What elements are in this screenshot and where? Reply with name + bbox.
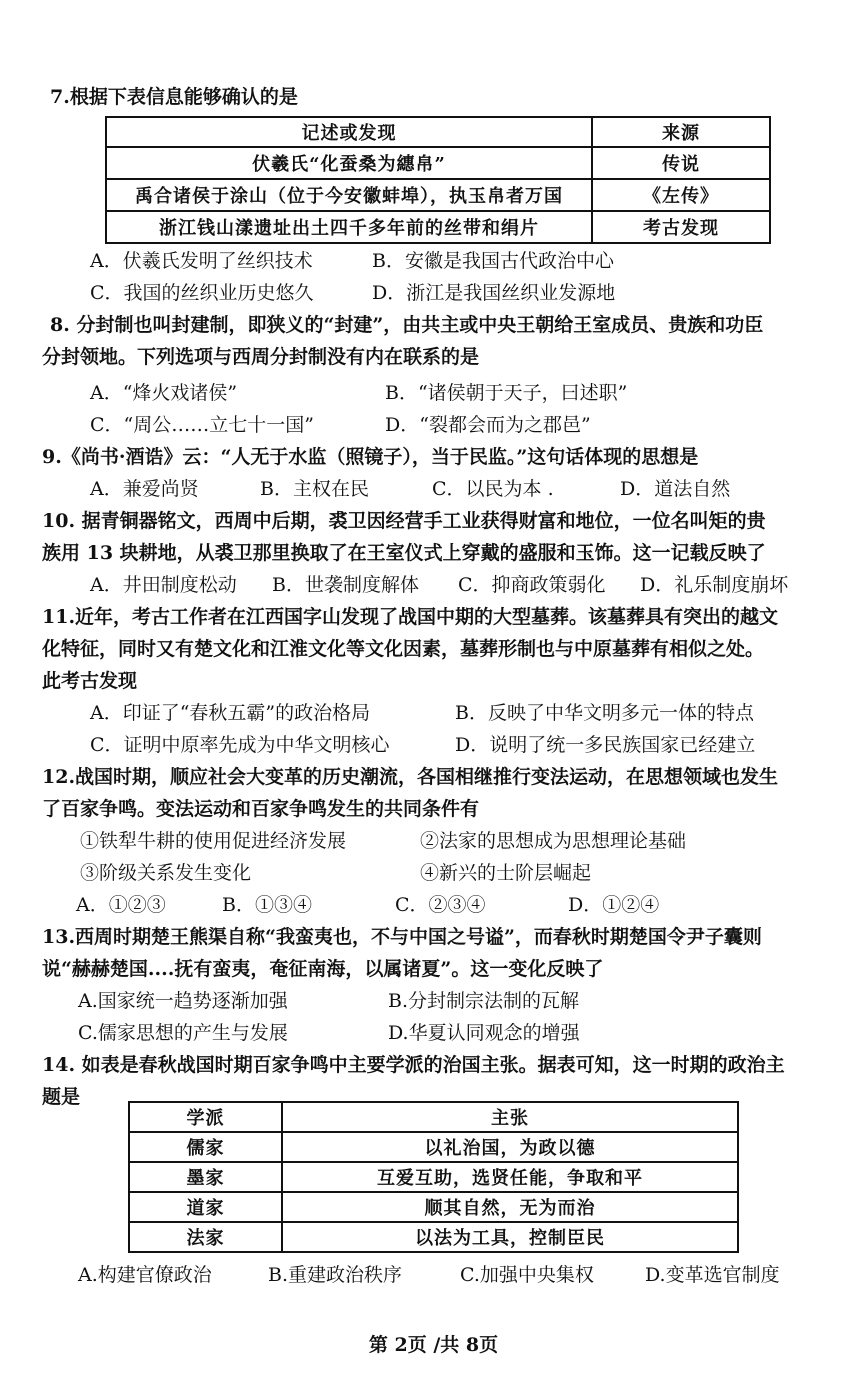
q12-stem-line2: 了百家争鸣。变法运动和百家争鸣发生的共同条件有: [42, 798, 480, 820]
q7-cell: 《左传》: [592, 179, 770, 211]
q7-stem: 7.根据下表信息能够确认的是: [50, 86, 298, 108]
q10-option-c: C．抑商政策弱化: [458, 574, 606, 596]
q14-cell-school: 儒家: [129, 1132, 282, 1162]
q7-header-record: 记述或发现: [106, 117, 592, 147]
q14-header-school: 学派: [129, 1102, 282, 1132]
q7-cell: 传说: [592, 147, 770, 179]
q14-cell-school: 道家: [129, 1192, 282, 1222]
q12-option-b: B．①③④: [222, 894, 312, 916]
q14-cell-school: 墨家: [129, 1162, 282, 1192]
q14-stem-line2: 题是: [42, 1086, 81, 1108]
q8-option-d: D．“裂都会而为之郡邑”: [385, 414, 591, 436]
q14-cell-claim: 以法为工具，控制臣民: [282, 1222, 738, 1252]
q7-header-source: 来源: [592, 117, 770, 147]
q12-item-2: ②法家的思想成为思想理论基础: [420, 830, 687, 852]
q9-option-a: A．兼爱尚贤: [90, 478, 199, 500]
q14-table: [128, 1101, 739, 1253]
q8-option-a: A．“烽火戏诸侯”: [90, 382, 238, 404]
q14-option-a: A.构建官僚政治: [78, 1264, 212, 1286]
q13-stem-line1: 13.西周时期楚王熊渠自称“我蛮夷也，不与中国之号谥”，而春秋时期楚国令尹子囊则: [42, 926, 762, 948]
q8-option-c: C．“周公……立七十一国”: [90, 414, 314, 436]
q7-cell: 考古发现: [592, 211, 770, 243]
q14-cell-claim: 以礼治国，为政以德: [282, 1132, 738, 1162]
q7-cell: 浙江钱山漾遗址出土四千多年前的丝带和绢片: [106, 211, 592, 243]
q9-option-b: B．主权在民: [260, 478, 369, 500]
q7-table: [105, 116, 771, 244]
q10-option-a: A．井田制度松动: [90, 574, 237, 596]
q7-option-b: B．安徽是我国古代政治中心: [372, 250, 614, 272]
q13-option-d: D.华夏认同观念的增强: [388, 1022, 580, 1044]
q14-stem-line1: 14. 如表是春秋战国时期百家争鸣中主要学派的治国主张。据表可知，这一时期的政治主: [42, 1054, 785, 1076]
q7-cell: 禹合诸侯于涂山（位于今安徽蚌埠），执玉帛者万国: [106, 179, 592, 211]
q10-option-d: D．礼乐制度崩坏: [640, 574, 789, 596]
q13-stem-line2: 说“赫赫楚国....抚有蛮夷，奄征南海，以属诸夏”。这一变化反映了: [42, 958, 604, 980]
q11-option-c: C．证明中原率先成为中华文明核心: [90, 734, 390, 756]
q11-stem-line2: 化特征，同时又有楚文化和江淮文化等文化因素，墓葬形制也与中原墓葬有相似之处。: [42, 638, 765, 660]
q10-stem-line1: 10. 据青铜器铭文，西周中后期，裘卫因经营手工业获得财富和地位，一位名叫矩的贵: [42, 510, 766, 532]
q14-header-claim: 主张: [282, 1102, 738, 1132]
q7-option-d: D．浙江是我国丝织业发源地: [372, 282, 616, 304]
q13-option-b: B.分封制宗法制的瓦解: [388, 990, 580, 1012]
q13-option-c: C.儒家思想的产生与发展: [78, 1022, 288, 1044]
q12-option-c: C．②③④: [395, 894, 486, 916]
q7-option-a: A．伏羲氏发明了丝织技术: [90, 250, 313, 272]
q12-item-4: ④新兴的士阶层崛起: [420, 862, 592, 884]
q11-option-a: A．印证了“春秋五霸”的政治格局: [90, 702, 371, 724]
q14-option-d: D.变革选官制度: [645, 1264, 780, 1286]
q14-option-c: C.加强中央集权: [460, 1264, 594, 1286]
q9-option-d: D．道法自然: [620, 478, 731, 500]
q12-option-a: A．①②③: [76, 894, 166, 916]
q14-cell-claim: 顺其自然，无为而治: [282, 1192, 738, 1222]
q14-cell-claim: 互爱互助，选贤任能，争取和平: [282, 1162, 738, 1192]
q8-option-b: B．“诸侯朝于天子，曰述职”: [385, 382, 628, 404]
q12-stem-line1: 12.战国时期，顺应社会大变革的历史潮流，各国相继推行变法运动，在思想领域也发生: [42, 766, 779, 788]
q11-option-b: B．反映了中华文明多元一体的特点: [455, 702, 754, 724]
q13-option-a: A.国家统一趋势逐渐加强: [78, 990, 288, 1012]
q10-option-b: B．世袭制度解体: [272, 574, 419, 596]
q12-item-3: ③阶级关系发生变化: [80, 862, 252, 884]
q12-item-1: ①铁犁牛耕的使用促进经济发展: [80, 830, 347, 852]
q14-option-b: B.重建政治秩序: [268, 1264, 403, 1286]
q9-option-c: C．以民为本 .: [432, 478, 554, 500]
q8-stem-line1: 8. 分封制也叫封建制，即狭义的“封建”，由共主或中央王朝给王室成员、贵族和功臣: [50, 314, 764, 336]
q11-stem-line3: 此考古发现: [42, 670, 138, 692]
q7-option-c: C．我国的丝织业历史悠久: [90, 282, 314, 304]
q9-stem: 9.《尚书·酒诰》云：“人无于水监（照镜子），当于民监。”这句话体现的思想是: [42, 446, 699, 468]
q11-option-d: D．说明了统一多民族国家已经建立: [455, 734, 756, 756]
q8-stem-line2: 分封领地。下列选项与西周分封制没有内在联系的是: [42, 346, 480, 368]
q7-cell: 伏羲氏“化蚕桑为繐帛”: [106, 147, 592, 179]
q12-option-d: D．①②④: [568, 894, 660, 916]
q14-cell-school: 法家: [129, 1222, 282, 1252]
q11-stem-line1: 11.近年，考古工作者在江西国字山发现了战国中期的大型墓葬。该墓葬具有突出的越文: [42, 606, 779, 628]
q10-stem-line2: 族用 13 块耕地，从裘卫那里换取了在王室仪式上穿戴的盛服和玉饰。这一记载反映了: [42, 542, 766, 564]
page-number: 第 2页 /共 8页: [368, 1334, 499, 1356]
